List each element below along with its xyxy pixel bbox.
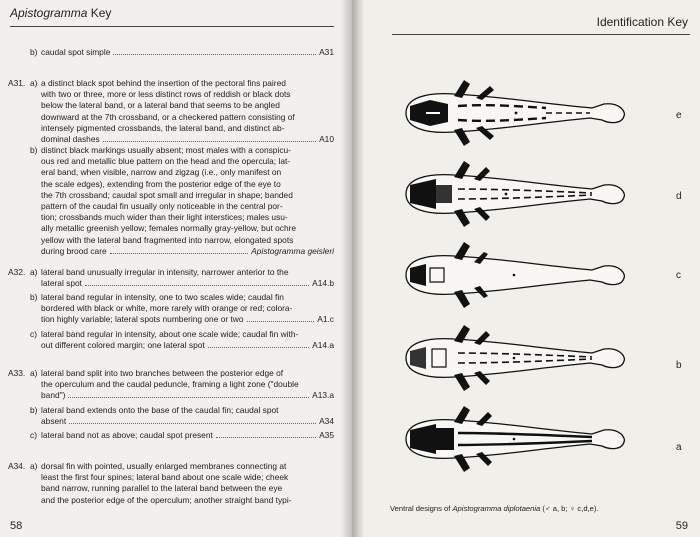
text-line: downward at the 7th crossband, or a checkered pattern consisting of	[41, 111, 295, 122]
text-line: dorsal fin with pointed, usually enlarged membranes connecting at	[41, 461, 287, 471]
lead-text	[41, 47, 334, 58]
lead-text	[41, 430, 334, 441]
text-line: a distinct black spot behind the insertion of the pectoral fins paired	[41, 78, 286, 88]
text-line: with two or three, more or less distinct rows of reddish or black dots	[41, 89, 291, 100]
text-line: distinct black markings usually absent; most males with a conspicu-	[41, 145, 291, 155]
book-gutter-shadow	[340, 0, 364, 537]
right-page	[352, 0, 700, 537]
fish-ventral-drawing-c	[396, 240, 628, 310]
text-line: dominal dashes	[41, 134, 100, 145]
leader-line	[41, 340, 334, 351]
couplet-reference: A31	[319, 47, 334, 57]
dot-leader	[110, 253, 248, 254]
leader-line	[41, 47, 334, 58]
text-line: the 7th crossband; caudal spot small and irregular in shape; banded	[41, 189, 293, 200]
dot-leader	[113, 54, 316, 55]
lead-letter: a)	[30, 461, 38, 471]
fish-ventral-drawing-d	[396, 159, 628, 229]
lead-text	[41, 78, 334, 145]
couplet-reference: A14.a	[312, 340, 334, 351]
text-line: and the posterior edge of the operculum; another straight band typi-	[41, 494, 292, 505]
text-line: band narrow, running parallel to the lateral band between the eye	[41, 483, 283, 494]
lead-letter: b)	[30, 405, 38, 415]
fish-ventral-drawing-a	[396, 404, 628, 474]
text-line: lateral spot	[41, 278, 82, 289]
couplet-reference: A1.c	[317, 314, 334, 325]
lead-text	[41, 368, 334, 402]
text-line: pattern of the caudal fin usually only noticeable in the central por-	[41, 201, 283, 212]
lead-letter: c)	[30, 329, 37, 339]
lead-text	[41, 145, 334, 257]
fish-ventral-drawing-e	[396, 78, 628, 148]
lead-letter: b)	[30, 47, 38, 57]
caption-text: Ventral designs of	[390, 504, 453, 513]
lead-text	[41, 329, 334, 351]
header-genus: Apistogramma	[10, 6, 88, 20]
text-line: band")	[41, 390, 66, 401]
figure-label-d: d	[676, 191, 682, 202]
text-line: lateral band not as above; caudal spot present	[41, 430, 213, 440]
text-line: yellow with the lateral band fragmented into narrow, elongated spots	[41, 234, 294, 245]
couplet-number: A32.	[8, 267, 26, 277]
couplet-number: A33.	[8, 368, 26, 378]
figure-caption	[390, 504, 599, 513]
lead-letter: a)	[30, 368, 38, 378]
text-line: below the lateral band, or a lateral band that seems to be angled	[41, 100, 280, 111]
dot-leader	[85, 285, 309, 286]
couplet-reference: A14.b	[312, 278, 334, 289]
figure-label-e: e	[676, 110, 682, 121]
text-line: the operculum and the caudal peduncle, framing a light zone ("double	[41, 379, 299, 390]
header-rule	[392, 34, 690, 35]
couplet-reference: A13.a	[312, 390, 334, 401]
text-line: least the first four spines; lateral band about one scale wide; cheek	[41, 472, 289, 483]
leader-line	[41, 430, 334, 441]
caption-text: (♂ a, b; ♀ c,d,e).	[540, 504, 599, 513]
couplet-number: A31.	[8, 78, 26, 88]
leader-line	[41, 134, 334, 145]
text-line: lateral band split into two branches between the posterior edge of	[41, 368, 284, 378]
lead-letter: b)	[30, 145, 38, 155]
text-line: lateral band extends onto the base of the caudal fin; caudal spot	[41, 405, 279, 415]
dot-leader	[103, 141, 316, 142]
leader-line	[41, 278, 334, 289]
left-running-header	[10, 6, 111, 20]
header-rule	[10, 26, 334, 27]
lead-letter: a)	[30, 78, 38, 88]
text-line: lateral band regular in intensity, about one scale wide; caudal fin with-	[41, 329, 299, 339]
dot-leader	[208, 347, 309, 348]
leader-line	[41, 390, 334, 401]
text-line: the scale edges), extending from the posterior edge of the eye to	[41, 178, 281, 189]
text-line: absent	[41, 416, 67, 427]
couplet-number: A34.	[8, 461, 26, 471]
lead-text	[41, 461, 334, 506]
couplet-reference: A35	[319, 430, 334, 440]
lead-letter: a)	[30, 267, 38, 277]
lead-text	[41, 267, 334, 289]
dot-leader	[68, 397, 309, 398]
leader-line	[41, 246, 334, 257]
text-line: caudal spot simple	[41, 47, 111, 57]
text-line: ally metallic greenish yellow; females normally gray-yellow, but ochre	[41, 223, 297, 234]
text-line: during brood care	[41, 245, 107, 256]
dot-leader	[69, 423, 316, 424]
lead-text	[41, 405, 334, 427]
leader-line	[41, 314, 334, 325]
text-line: tion; crossbands much wider than their light interstices; males usu-	[41, 212, 288, 223]
page-number-right: 59	[675, 520, 688, 532]
text-line: eral band, when visible, narrow and zigzag (i.e., only manifest on	[41, 167, 282, 178]
couplet-reference: Apistogramma geisleri	[251, 245, 334, 256]
leader-line	[41, 416, 334, 427]
lead-letter: c)	[30, 430, 37, 440]
dot-leader	[216, 437, 316, 438]
header-key: Key	[87, 6, 112, 20]
text-line: lateral band unusually irregular in intensity, narrower anterior to the	[41, 267, 289, 277]
lead-letter: b)	[30, 292, 38, 302]
page-number-left: 58	[10, 520, 23, 532]
couplet-reference: A34	[319, 416, 334, 427]
figure-label-a: a	[676, 442, 682, 453]
lead-text	[41, 292, 334, 326]
dot-leader	[247, 321, 315, 322]
couplet-reference: A10	[319, 134, 334, 145]
caption-species: Apistogramma diplotaenia	[452, 504, 541, 513]
figure-label-b: b	[676, 360, 682, 371]
text-line: tion highly variable; lateral spots numbering one or two	[41, 314, 244, 325]
text-line: lateral band regular in intensity, one to two scales wide; caudal fin	[41, 292, 284, 302]
fish-ventral-drawing-b	[396, 323, 628, 393]
text-line: ous red and metallic blue pattern on the head and the opercula; lat-	[41, 156, 291, 167]
right-running-header: Identification Key	[596, 15, 688, 29]
figure-label-c: c	[676, 270, 681, 281]
text-line: intensely pigmented crossbands, the lateral band, and distinct ab-	[41, 122, 285, 133]
text-line: out different colored margin; one lateral spot	[41, 340, 205, 351]
text-line: bordered with black or white, more rarely with orange or red; colora-	[41, 303, 293, 314]
